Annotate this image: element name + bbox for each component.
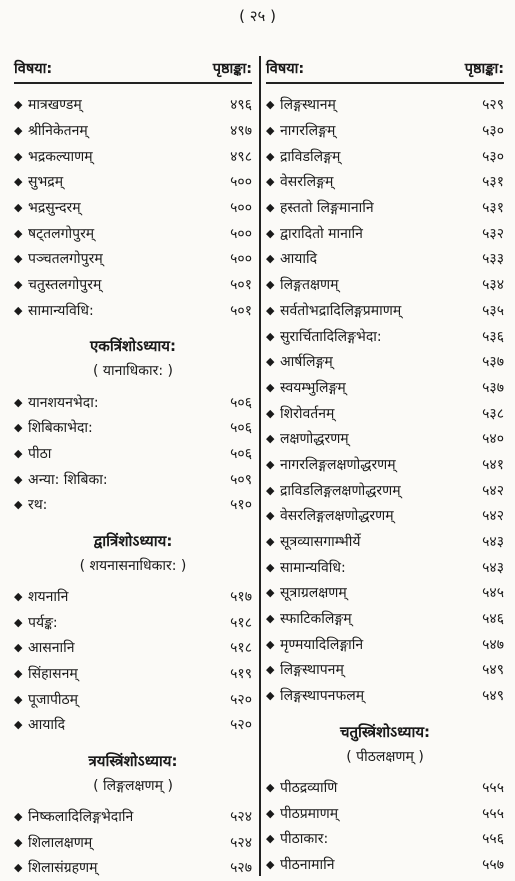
toc-entry bbox=[14, 272, 252, 298]
diamond-bullet-icon: ◆ bbox=[266, 457, 275, 471]
entry-page-number: ५३५ bbox=[482, 302, 504, 319]
toc-entry bbox=[266, 826, 504, 852]
entry-page-number: ५३२ bbox=[482, 225, 504, 242]
entry-page-number: ५२० bbox=[230, 717, 252, 734]
diamond-bullet-icon: ◆ bbox=[14, 861, 23, 875]
entry-page-number: ५०६ bbox=[230, 420, 252, 437]
entry-page-number: ५३० bbox=[482, 148, 504, 165]
entry-page-number: ५१९ bbox=[230, 666, 252, 683]
toc-entry bbox=[14, 609, 252, 635]
chapter-subtitle: ( पीठलक्षणम् ) bbox=[346, 748, 424, 765]
entry-title: सुभद्रम् bbox=[28, 174, 64, 191]
diamond-bullet-icon: ◆ bbox=[14, 835, 23, 849]
diamond-bullet-icon: ◆ bbox=[266, 483, 275, 497]
entry-page-number: ५४२ bbox=[482, 508, 504, 525]
chapter-subtitle: ( शयनासनाधिकार: ) bbox=[79, 557, 187, 574]
header-rule bbox=[14, 82, 252, 84]
entry-page-number: ५४९ bbox=[482, 688, 504, 705]
diamond-bullet-icon: ◆ bbox=[14, 252, 23, 266]
entry-title: नागरलिङ्गलक्षणोद्धरणम् bbox=[280, 456, 396, 473]
diamond-bullet-icon: ◆ bbox=[266, 380, 275, 394]
toc-entry bbox=[266, 349, 504, 375]
entry-title: नागरलिङ्गम् bbox=[280, 123, 336, 140]
toc-entry bbox=[266, 800, 504, 826]
header-rule bbox=[266, 82, 504, 84]
toc-entry bbox=[266, 323, 504, 349]
toc-entry bbox=[14, 712, 252, 738]
toc-entry bbox=[266, 477, 504, 503]
entry-page-number: ५१० bbox=[230, 497, 252, 514]
toc-entry bbox=[14, 441, 252, 467]
toc-entry bbox=[266, 775, 504, 801]
entry-page-number: ५२४ bbox=[230, 809, 252, 826]
diamond-bullet-icon: ◆ bbox=[266, 560, 275, 574]
entry-page-number: ५२७ bbox=[230, 860, 252, 877]
entry-title: सूत्रव्यासगाम्भीर्ये bbox=[280, 534, 361, 551]
entry-title: आर्षलिङ्गम् bbox=[280, 354, 333, 371]
entry-page-number: ५३१ bbox=[482, 200, 504, 217]
entry-title: पीठनामानि bbox=[280, 856, 335, 873]
toc-entry bbox=[14, 415, 252, 441]
subject-heading: विषया: bbox=[14, 61, 53, 77]
diamond-bullet-icon: ◆ bbox=[266, 329, 275, 343]
entry-title: पर्यङ्क: bbox=[28, 614, 58, 631]
diamond-bullet-icon: ◆ bbox=[14, 124, 23, 138]
entry-page-number: ५०० bbox=[230, 174, 252, 191]
entry-title: पीठा bbox=[28, 445, 52, 462]
diamond-bullet-icon: ◆ bbox=[14, 810, 23, 824]
toc-entry bbox=[266, 631, 504, 657]
toc-entry bbox=[266, 118, 504, 144]
entry-page-number: ५०० bbox=[230, 251, 252, 268]
entry-title: स्फाटिकलिङ्गम् bbox=[280, 611, 352, 628]
diamond-bullet-icon: ◆ bbox=[14, 175, 23, 189]
entry-list bbox=[14, 804, 252, 881]
toc-entry bbox=[266, 657, 504, 683]
diamond-bullet-icon: ◆ bbox=[14, 201, 23, 215]
entry-title: लिङ्गस्थापनम् bbox=[280, 662, 344, 679]
entry-title: पञ्चतलगोपुरम् bbox=[28, 251, 103, 268]
diamond-bullet-icon: ◆ bbox=[14, 667, 23, 681]
entry-title: सिंहासनम् bbox=[28, 666, 78, 683]
toc-entry bbox=[266, 143, 504, 169]
toc-entry bbox=[266, 606, 504, 632]
entry-page-number: ४९७ bbox=[230, 123, 252, 140]
entry-title: भद्रसुन्दरम् bbox=[28, 200, 81, 217]
toc-entry bbox=[266, 529, 504, 555]
entry-title: चतुस्तलगोपुरम् bbox=[28, 277, 102, 294]
toc-entry bbox=[14, 686, 252, 712]
entry-title: द्राविडलिङ्गम् bbox=[280, 148, 341, 165]
entry-page-number: ५१७ bbox=[230, 588, 252, 605]
entry-title: मात्रखण्डम् bbox=[28, 97, 82, 114]
entry-list bbox=[266, 92, 504, 709]
toc-entry bbox=[14, 466, 252, 492]
toc-entry bbox=[266, 426, 504, 452]
entry-title: द्वारादितो मानानि bbox=[280, 225, 363, 242]
diamond-bullet-icon: ◆ bbox=[14, 641, 23, 655]
entry-page-number: ५०६ bbox=[230, 445, 252, 462]
diamond-bullet-icon: ◆ bbox=[14, 589, 23, 603]
entry-title: वेसरलिङ्गलक्षणोद्धरणम् bbox=[280, 508, 394, 525]
entry-title: लिङ्गस्थानम् bbox=[280, 97, 336, 114]
chapter-heading bbox=[14, 748, 252, 798]
entry-title: पीठद्रव्याणि bbox=[280, 779, 338, 796]
toc-entry bbox=[266, 375, 504, 401]
diamond-bullet-icon: ◆ bbox=[266, 406, 275, 420]
entry-list bbox=[14, 584, 252, 738]
entry-page-number: ५०० bbox=[230, 225, 252, 242]
entry-page-number: ५४२ bbox=[482, 482, 504, 499]
entry-title: सुरार्चितादिलिङ्गभेदा: bbox=[280, 328, 382, 345]
entry-title: शिलालक्षणम् bbox=[28, 834, 93, 851]
chapter-title: चतुस्त्रिंशोऽध्याय: bbox=[339, 722, 431, 741]
toc-entry bbox=[14, 246, 252, 272]
toc-entry bbox=[266, 220, 504, 246]
diamond-bullet-icon: ◆ bbox=[266, 226, 275, 240]
entry-page-number: ५३८ bbox=[482, 405, 504, 422]
entry-page-number: ५१८ bbox=[230, 640, 252, 657]
entry-page-number: ५०६ bbox=[230, 394, 252, 411]
entry-title: पीठाकार: bbox=[280, 831, 329, 848]
entry-page-number: ५४३ bbox=[482, 559, 504, 576]
entry-title: अन्या: शिबिका: bbox=[28, 471, 108, 488]
entry-page-number: ५०१ bbox=[230, 277, 252, 294]
entry-page-number: ५३७ bbox=[482, 354, 504, 371]
diamond-bullet-icon: ◆ bbox=[266, 612, 275, 626]
toc-entry bbox=[266, 298, 504, 324]
entry-page-number: ५४७ bbox=[482, 636, 504, 653]
entry-page-number: ५०१ bbox=[230, 302, 252, 319]
entry-title: सूत्राग्रलक्षणम् bbox=[280, 585, 347, 602]
entry-list bbox=[266, 775, 504, 878]
entry-title: निष्कलादिलिङ्गभेदानि bbox=[28, 809, 134, 826]
entry-title: द्राविडलिङ्गलक्षणोद्धरणम् bbox=[280, 482, 401, 499]
diamond-bullet-icon: ◆ bbox=[14, 226, 23, 240]
diamond-bullet-icon: ◆ bbox=[266, 857, 275, 871]
toc-entry bbox=[266, 246, 504, 272]
diamond-bullet-icon: ◆ bbox=[14, 98, 23, 112]
diamond-bullet-icon: ◆ bbox=[266, 278, 275, 292]
diamond-bullet-icon: ◆ bbox=[14, 149, 23, 163]
diamond-bullet-icon: ◆ bbox=[14, 421, 23, 435]
entry-title: शिलासंग्रहणम् bbox=[28, 860, 98, 877]
toc-entry bbox=[266, 503, 504, 529]
chapter-heading bbox=[14, 333, 252, 383]
diamond-bullet-icon: ◆ bbox=[266, 509, 275, 523]
diamond-bullet-icon: ◆ bbox=[14, 498, 23, 512]
entry-title: पूजापीठम् bbox=[28, 691, 79, 708]
entry-page-number: ५३३ bbox=[482, 251, 504, 268]
chapter-title: द्वात्रिंशोऽध्याय: bbox=[93, 531, 173, 550]
toc-entry bbox=[14, 220, 252, 246]
entry-page-number: ५३४ bbox=[482, 277, 504, 294]
entry-title: लक्षणोद्धरणम् bbox=[280, 431, 349, 448]
column-divider bbox=[259, 56, 261, 876]
toc-entry bbox=[266, 452, 504, 478]
chapter-subtitle: ( यानाधिकार: ) bbox=[92, 363, 174, 380]
page-number: ( २५ ) bbox=[239, 7, 276, 25]
entry-page-number: ५४५ bbox=[482, 585, 504, 602]
subject-heading: विषया: bbox=[266, 61, 305, 77]
entry-page-number: ५५५ bbox=[482, 805, 504, 822]
left-column bbox=[14, 56, 252, 881]
entry-list bbox=[14, 92, 252, 323]
diamond-bullet-icon: ◆ bbox=[266, 663, 275, 677]
toc-entry bbox=[14, 584, 252, 610]
entry-page-number: ५५५ bbox=[482, 779, 504, 796]
toc-entry bbox=[14, 92, 252, 118]
entry-title: पीठप्रमाणम् bbox=[280, 805, 339, 822]
entry-page-number: ५४६ bbox=[482, 611, 504, 628]
entry-page-number: ४९६ bbox=[230, 97, 252, 114]
toc-entry bbox=[14, 804, 252, 830]
diamond-bullet-icon: ◆ bbox=[14, 718, 23, 732]
entry-page-number: ५१८ bbox=[230, 614, 252, 631]
toc-entry bbox=[14, 829, 252, 855]
toc-entry bbox=[266, 554, 504, 580]
diamond-bullet-icon: ◆ bbox=[266, 535, 275, 549]
diamond-bullet-icon: ◆ bbox=[14, 303, 23, 317]
entry-title: आसनानि bbox=[28, 640, 75, 657]
left-header bbox=[14, 56, 252, 82]
entry-title: मृण्मयादिलिङ्गानि bbox=[280, 636, 364, 653]
entry-page-number: ५०० bbox=[230, 200, 252, 217]
entry-title: वेसरलिङ्गम् bbox=[280, 174, 334, 191]
entry-title: सामान्यविधि: bbox=[28, 302, 94, 319]
entry-page-number: ५०९ bbox=[230, 471, 252, 488]
entry-title: यानशयनभेदा: bbox=[28, 394, 99, 411]
entry-page-number: ५४९ bbox=[482, 662, 504, 679]
chapter-title: एकत्रिंशोऽध्याय: bbox=[90, 337, 176, 356]
diamond-bullet-icon: ◆ bbox=[266, 124, 275, 138]
toc-entry bbox=[14, 118, 252, 144]
entry-page-number: ५४१ bbox=[482, 456, 504, 473]
entry-title: लिङ्गतक्षणम् bbox=[280, 277, 339, 294]
toc-entry bbox=[266, 92, 504, 118]
page-heading: पृष्ठाङ्का: bbox=[212, 61, 252, 77]
diamond-bullet-icon: ◆ bbox=[14, 472, 23, 486]
entry-page-number: ४९८ bbox=[230, 148, 252, 165]
entry-page-number: ५२४ bbox=[230, 834, 252, 851]
chapter-heading bbox=[266, 719, 504, 769]
diamond-bullet-icon: ◆ bbox=[266, 303, 275, 317]
entry-page-number: ५२० bbox=[230, 691, 252, 708]
diamond-bullet-icon: ◆ bbox=[266, 98, 275, 112]
entry-title: भद्रकल्याणम् bbox=[28, 148, 93, 165]
entry-page-number: ५५६ bbox=[482, 831, 504, 848]
diamond-bullet-icon: ◆ bbox=[266, 586, 275, 600]
diamond-bullet-icon: ◆ bbox=[266, 149, 275, 163]
diamond-bullet-icon: ◆ bbox=[14, 692, 23, 706]
entry-page-number: ५३० bbox=[482, 123, 504, 140]
diamond-bullet-icon: ◆ bbox=[266, 252, 275, 266]
entry-title: स्वयम्भुलिङ्गम् bbox=[280, 379, 346, 396]
entry-list bbox=[14, 389, 252, 517]
diamond-bullet-icon: ◆ bbox=[14, 278, 23, 292]
diamond-bullet-icon: ◆ bbox=[266, 780, 275, 794]
diamond-bullet-icon: ◆ bbox=[266, 175, 275, 189]
chapter-subtitle: ( लिङ्गलक्षणम् ) bbox=[93, 777, 173, 794]
page-heading: पृष्ठाङ्का: bbox=[464, 61, 504, 77]
entry-title: लिङ्गस्थापनफलम् bbox=[280, 688, 365, 705]
right-header bbox=[266, 56, 504, 82]
entry-title: षट्तलगोपुरम् bbox=[28, 225, 95, 242]
toc-entry bbox=[14, 389, 252, 415]
entry-page-number: ५४३ bbox=[482, 534, 504, 551]
entry-title: शयनानि bbox=[28, 588, 69, 605]
entry-title: हस्ततो लिङ्गमानानि bbox=[280, 200, 374, 217]
entry-title: सामान्यविधि: bbox=[280, 559, 346, 576]
toc-entry bbox=[266, 580, 504, 606]
diamond-bullet-icon: ◆ bbox=[14, 615, 23, 629]
entry-page-number: ५५७ bbox=[482, 856, 504, 873]
toc-entry bbox=[14, 298, 252, 324]
entry-title: आयादि bbox=[28, 717, 66, 734]
chapter-title: त्रयस्त्रिंशोऽध्याय: bbox=[88, 751, 178, 770]
toc-entry bbox=[266, 852, 504, 878]
entry-page-number: ५२९ bbox=[482, 97, 504, 114]
entry-page-number: ५४० bbox=[482, 431, 504, 448]
diamond-bullet-icon: ◆ bbox=[266, 355, 275, 369]
chapter-heading bbox=[14, 528, 252, 578]
entry-title: शिरोवर्तनम् bbox=[280, 405, 335, 422]
diamond-bullet-icon: ◆ bbox=[266, 689, 275, 703]
diamond-bullet-icon: ◆ bbox=[266, 637, 275, 651]
entry-title: आयादि bbox=[280, 251, 318, 268]
toc-entry bbox=[14, 143, 252, 169]
entry-page-number: ५३७ bbox=[482, 379, 504, 396]
diamond-bullet-icon: ◆ bbox=[266, 432, 275, 446]
toc-entry bbox=[14, 661, 252, 687]
diamond-bullet-icon: ◆ bbox=[266, 832, 275, 846]
toc-entry bbox=[14, 635, 252, 661]
entry-page-number: ५३१ bbox=[482, 174, 504, 191]
toc-entry bbox=[266, 195, 504, 221]
toc-entry bbox=[266, 169, 504, 195]
toc-entry bbox=[14, 195, 252, 221]
entry-title: रथ: bbox=[28, 497, 48, 514]
toc-entry bbox=[266, 400, 504, 426]
right-column bbox=[266, 56, 504, 877]
toc-entry bbox=[14, 855, 252, 881]
entry-title: सर्वतोभद्रादिलिङ्गप्रमाणम् bbox=[280, 302, 402, 319]
toc-entry bbox=[266, 272, 504, 298]
toc-entry bbox=[266, 683, 504, 709]
diamond-bullet-icon: ◆ bbox=[266, 806, 275, 820]
toc-entry bbox=[14, 169, 252, 195]
diamond-bullet-icon: ◆ bbox=[14, 395, 23, 409]
diamond-bullet-icon: ◆ bbox=[14, 446, 23, 460]
entry-page-number: ५३६ bbox=[482, 328, 504, 345]
toc-entry bbox=[14, 492, 252, 518]
diamond-bullet-icon: ◆ bbox=[266, 201, 275, 215]
entry-title: शिबिकाभेदा: bbox=[28, 420, 93, 437]
entry-title: श्रीनिकेतनम् bbox=[28, 123, 88, 140]
